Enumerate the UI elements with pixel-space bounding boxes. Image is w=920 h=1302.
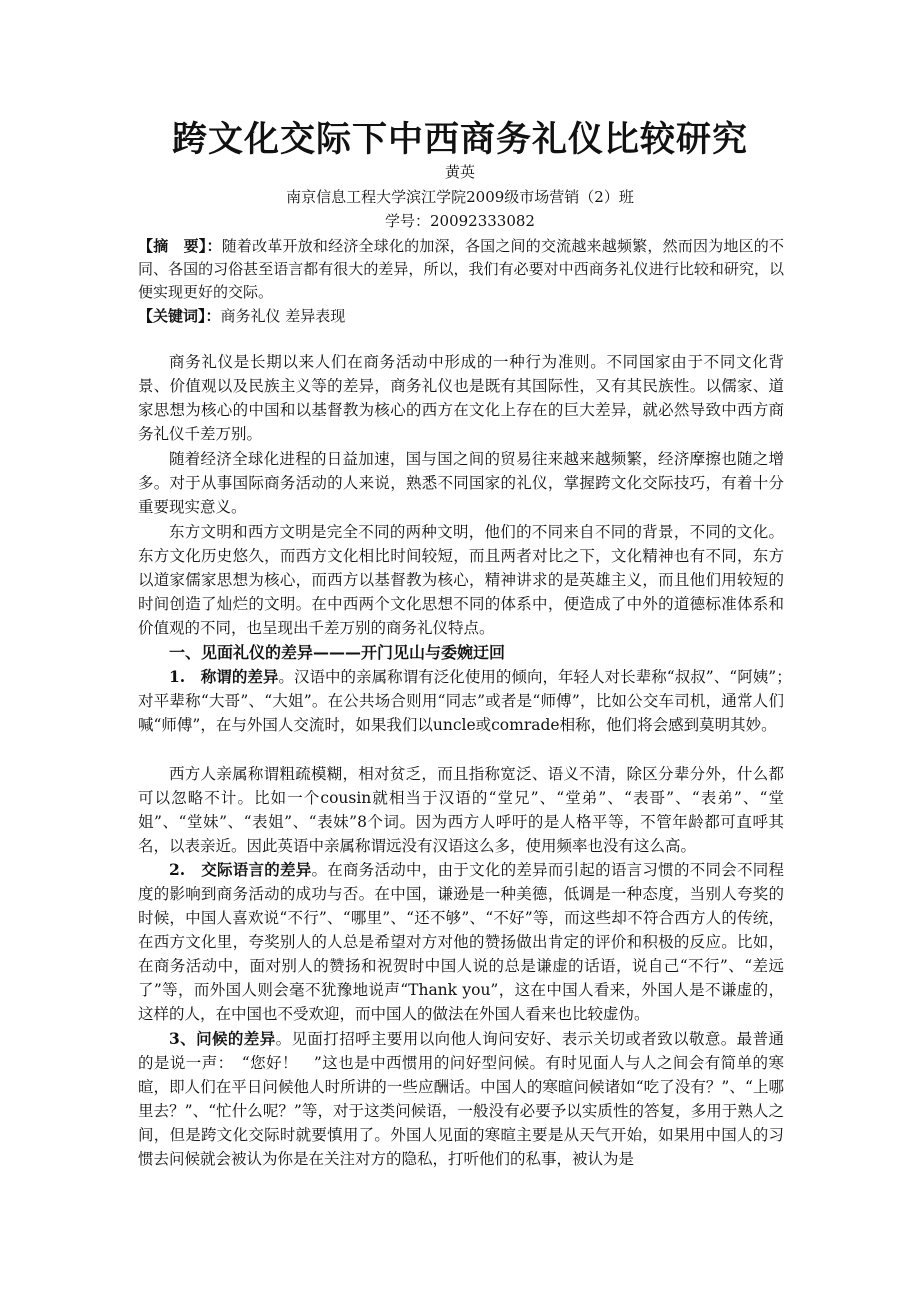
- subsection-2-text: 。在商务活动中，由于文化的差异而引起的语言习惯的不同会不同程度的影响到商务活动的成功与否。在中国，谦逊是一种美德，低调是一种态度，当别人夸奖的时候，中国人喜欢说“不行”、“哪里”、“还不够”、“不好”等，而这些却不符合西方人的传统，在西方文化里，夸奖别人的人总是希望对方对他的赞扬做出肯定的评价和积极的反应。比如，在商务活动中，面对别人的赞扬和祝贺时中国人说的总是谦虚的话语，说自己“不行”、“差远了”等，而外国人则会毫不犹豫地说声“Thank you”，这在中国人看来，外国人是不谦虚的，这样的人，在中国也不受欢迎，而中国人的做法在外国人看来也比较虚伪。: [138, 861, 784, 1023]
- paragraph-3: 东方文明和西方文明是完全不同的两种文明，他们的不同来自不同的背景，不同的文化。东方文化历史悠久，而西方文化相比时间较短，而且两者对比之下，文化精神也有不同，东方以道家儒家思想为核心，而西方以基督教为核心，精神讲求的是英雄主义，而且他们用较短的时间创造了灿烂的文明。在中西两个文化思想不同的体系中，便造成了中外的道德标准体系和价值观的不同，也呈现出千差万别的商务礼仪特点。: [138, 523, 784, 637]
- author-name: 黄英: [444, 163, 475, 181]
- subsection-1: [138, 665, 800, 737]
- subsection-3-title: 问候的差异: [196, 1029, 276, 1048]
- abstract-label: 【摘 要】：: [138, 237, 222, 255]
- subsection-1-title: 称谓的差异: [200, 667, 279, 686]
- section-heading-1: 一、见面礼仪的差异———开门见山与委婉迂回: [169, 643, 506, 662]
- keywords: [138, 305, 784, 328]
- subsection-2: [138, 858, 784, 1026]
- affiliation: 南京信息工程大学滨江学院2009级市场营销（2）班: [286, 188, 634, 206]
- paragraph-2: 随着经济全球化进程的日益加速，国与国之间的贸易往来越来越频繁，经济摩擦也随之增多。对于从事国际商务活动的人来说，熟悉不同国家的礼仪，掌握跨文化交际技巧，有着十分重要现实意义。: [138, 450, 784, 516]
- subsection-3-number: 3、: [169, 1029, 197, 1048]
- keywords-label: 【关键词】：: [138, 307, 221, 325]
- document-title: 跨文化交际下中西商务礼仪比较研究: [171, 120, 748, 160]
- abstract-text: 随着改革开放和经济全球化的加深，各国之间的交流越来越频繁，然而因为地区的不同、各国的习俗甚至语言都有很大的差异，所以，我们有必要对中西商务礼仪进行比较和研究，以便实现更好的交际。: [138, 237, 784, 301]
- subsection-2-number: 2.: [169, 860, 202, 879]
- student-id: 学号：20092333082: [385, 212, 535, 230]
- subsection-3: [138, 1027, 784, 1171]
- paragraph-1: 商务礼仪是长期以来人们在商务活动中形成的一种行为准则。不同国家由于不同文化背景、价值观以及民族主义等的差异，商务礼仪也是既有其国际性，又有其民族性。以儒家、道家思想为核心的中国和以基督教为核心的西方在文化上存在的巨大差异，就必然导致中西方商务礼仪千差万别。: [138, 353, 784, 443]
- subsection-2-title: 交际语言的差异: [201, 860, 312, 879]
- keywords-text: 商务礼仪 差异表现: [220, 307, 346, 325]
- abstract: [138, 235, 784, 304]
- subsection-1-number: 1.: [169, 667, 201, 686]
- subsection-3-text: 。见面打招呼主要用以向他人询问安好、表示关切或者致以敬意。最普通的是说一声： “您好！ ”这也是中西惯用的问好型问候。有时见面人与人之间会有简单的寒暄，即人们在平日问候他人时所讲的一些应酬话。中国人的寒暄问候诸如“吃了没有？”、“上哪里去？”、“忙什么呢？”等，对于这类问候语，一般没有必要予以实质性的答复，多用于熟人之间，但是跨文化交际时就要慎用了。外国人见面的寒暄主要是从天气开始，如果用中国人的习惯去问候就会被认为你是在关注对方的隐私，打听他们的私事，被认为是: [138, 1030, 784, 1168]
- paragraph-5: 西方人亲属称谓粗疏模糊，相对贫乏，而且指称宽泛、语义不清，除区分辈分外，什么都可以忽略不计。比如一个cousin就相当于汉语的“堂兄”、“堂弟”、“表哥”、“表弟”、“堂姐”、“堂妹”、“表姐”、“表妹”8个词。因为西方人呼吁的是人格平等，不管年龄都可直呼其名，以表亲近。因此英语中亲属称谓远没有汉语这么多，使用频率也没有这么高。: [138, 765, 784, 855]
- subsection-1-text: 。汉语中的亲属称谓有泛化使用的倾向，年轻人对长辈称“叔叔”、“阿姨”； 对平辈称“大哥”、“大姐”。在公共场合则用“同志”或者是“师傅”，比如公交车司机，通常人们喊“师傅”，在与外国人交流时，如果我们以uncle或comrade相称，他们将会感到莫明其妙。: [138, 668, 800, 734]
